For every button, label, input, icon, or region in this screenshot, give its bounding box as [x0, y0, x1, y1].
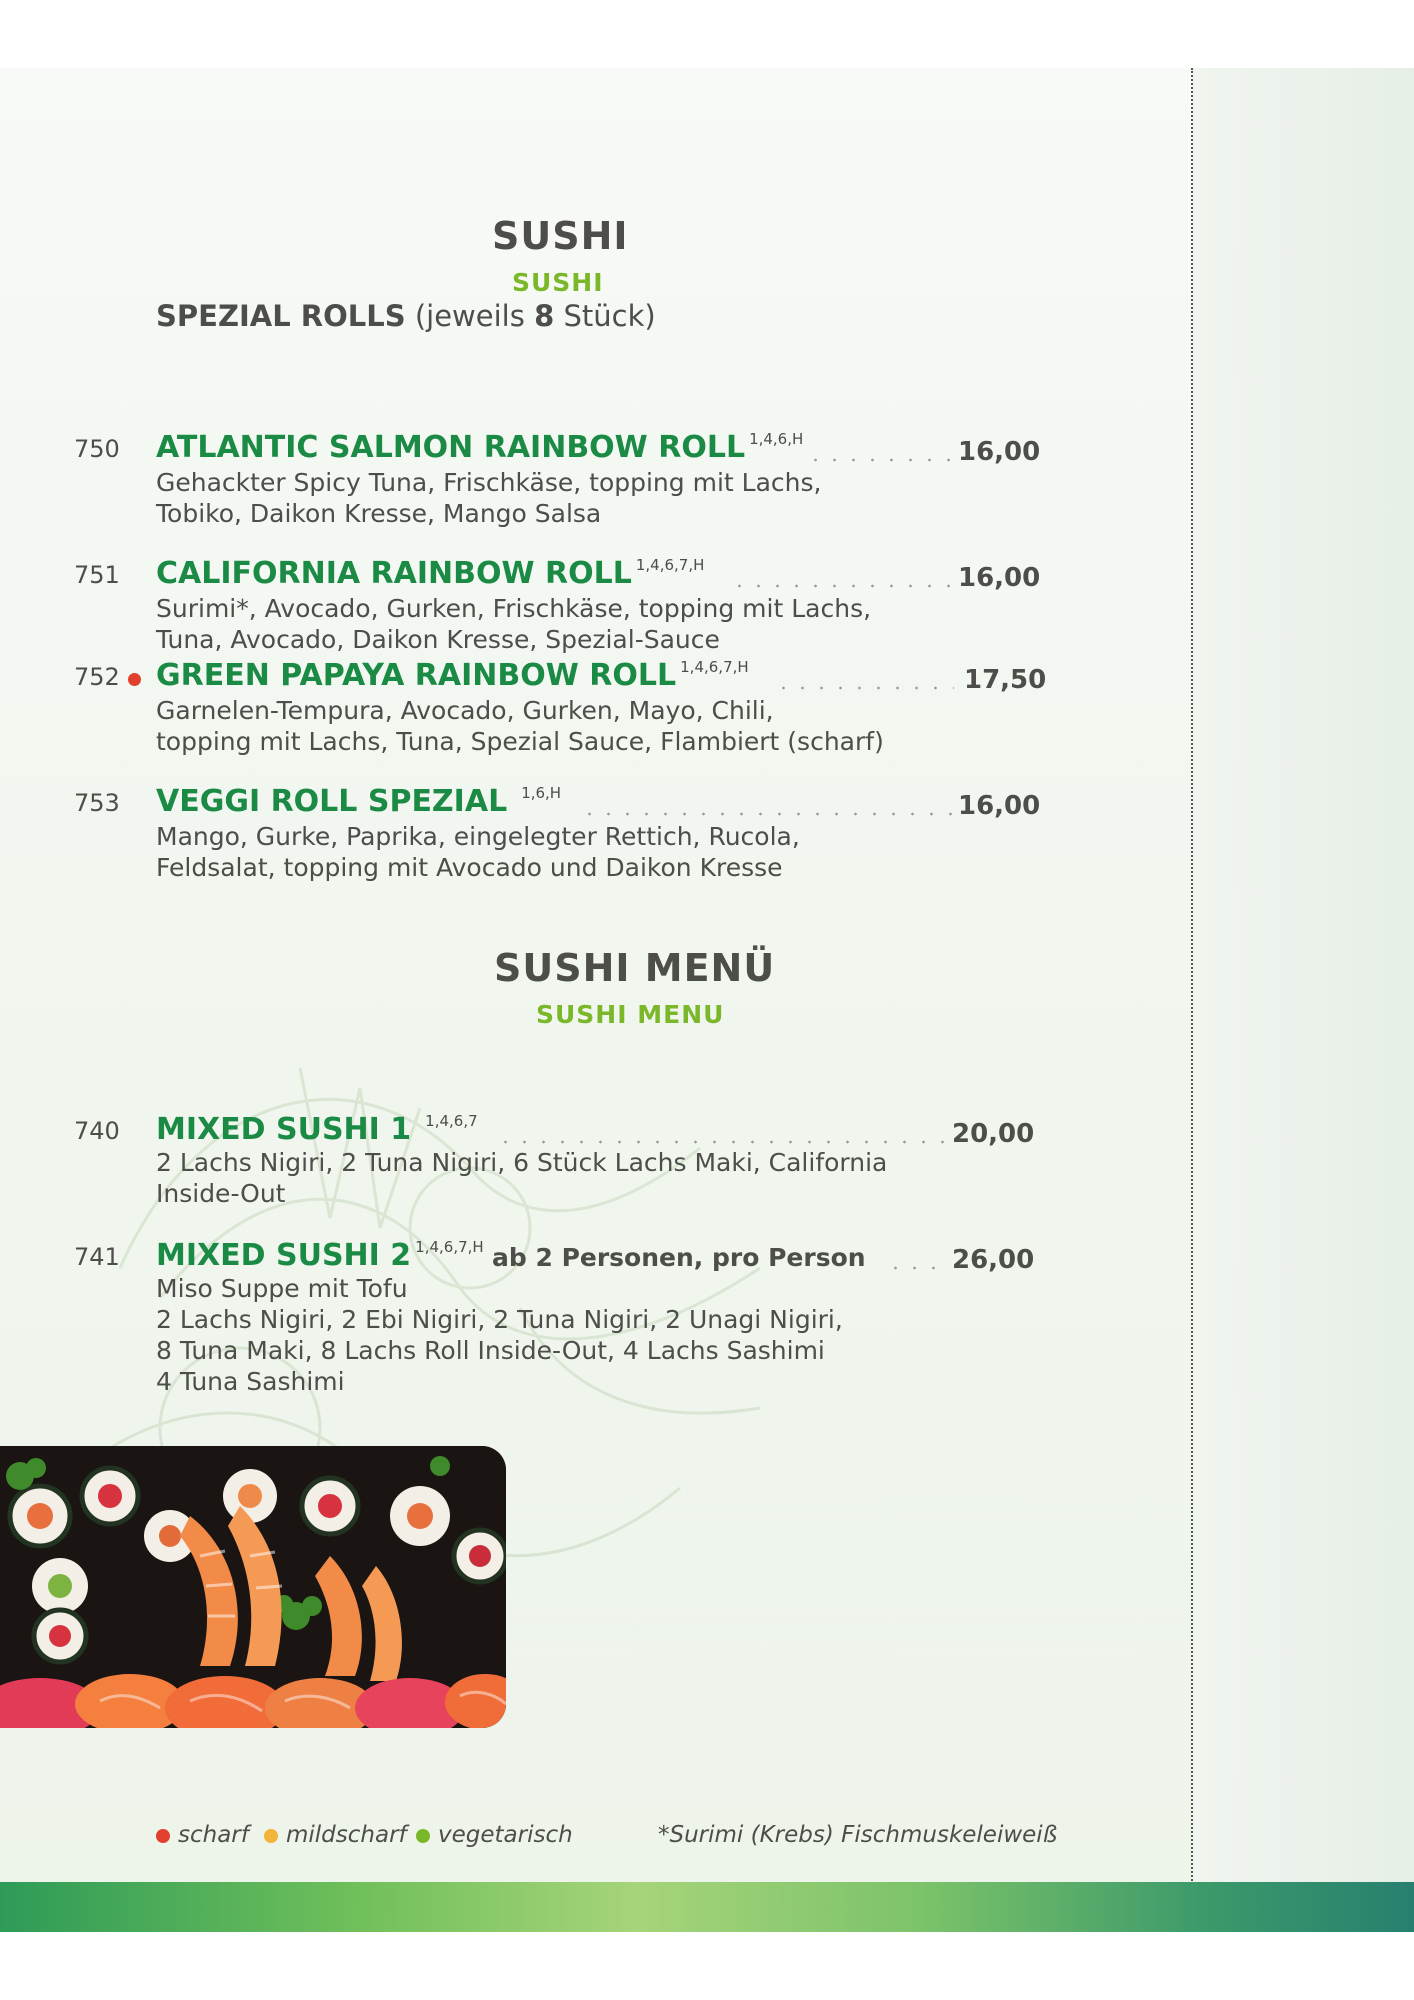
legend-label: scharf [178, 1822, 249, 1848]
item-description [156, 1273, 843, 1397]
item-description [156, 467, 821, 529]
item-name-text: MIXED SUSHI 1 [156, 1112, 412, 1147]
section-label-text: SPEZIAL ROLLS [156, 299, 406, 333]
item-description [156, 821, 800, 883]
description-line: Feldsalat, topping mit Avocado und Daikon Kresse [156, 853, 783, 882]
dotted-divider [1191, 68, 1193, 1932]
item-name [156, 784, 561, 819]
item-allergens: 1,6,H [521, 784, 562, 802]
legend-item-scharf [156, 1822, 249, 1848]
section-subtitle: SUSHI MENU [536, 1000, 725, 1029]
right-sidebar-panel [1192, 68, 1414, 1932]
item-name [156, 556, 704, 591]
item-name-text: VEGGI ROLL SPEZIAL [156, 784, 508, 819]
description-line: Mango, Gurke, Paprika, eingelegter Rettich, Rucola, [156, 822, 800, 851]
item-name [156, 430, 803, 465]
description-line: Garnelen-Tempura, Avocado, Gurken, Mayo, Chili, [156, 696, 774, 725]
item-allergens: 1,4,6,7,H [680, 658, 749, 676]
item-allergens: 1,4,6,7,H [415, 1238, 484, 1256]
item-name-text: CALIFORNIA RAINBOW ROLL [156, 556, 632, 591]
item-number: 750 [74, 435, 120, 463]
section-title: SUSHI MENÜ [494, 946, 776, 990]
item-price: 16,00 [958, 563, 1041, 593]
section-note-prefix: (jeweils [414, 299, 535, 333]
dot-leader [730, 584, 954, 588]
item-number: 741 [74, 1243, 120, 1271]
item-description [156, 593, 871, 655]
item-name [156, 1112, 478, 1147]
item-allergens: 1,4,6,7 [425, 1112, 478, 1130]
dot-leader [774, 686, 954, 690]
description-line: Inside-Out [156, 1179, 286, 1208]
legend-dot-red [156, 1829, 170, 1843]
surimi-footnote: *Surimi (Krebs) Fischmuskeleiweiß [658, 1822, 1058, 1848]
legend-label: vegetarisch [438, 1822, 573, 1848]
description-line: 2 Lachs Nigiri, 2 Tuna Nigiri, 6 Stück Lachs Maki, California [156, 1148, 888, 1177]
item-price: 20,00 [952, 1119, 1035, 1149]
legend-label: mildscharf [286, 1822, 407, 1848]
spicy-indicator-dot [128, 673, 141, 686]
item-serving-note: ab 2 Personen, pro Person [492, 1243, 866, 1272]
legend-dot-yellow [264, 1829, 278, 1843]
item-name-text: MIXED SUSHI 2 [156, 1238, 412, 1273]
dot-leader [806, 458, 954, 462]
section-note-suffix: Stück) [554, 299, 656, 333]
legend-dot-green [416, 1829, 430, 1843]
description-line: 4 Tuna Sashimi [156, 1367, 345, 1396]
description-line: topping mit Lachs, Tuna, Spezial Sauce, Flambiert (scharf) [156, 727, 884, 756]
item-name [156, 1238, 484, 1273]
dot-leader [580, 812, 954, 816]
bottom-color-band [0, 1882, 1414, 1932]
description-line: Tobiko, Daikon Kresse, Mango Salsa [156, 499, 602, 528]
page-title: SUSHI [492, 214, 629, 258]
item-name-text: GREEN PAPAYA RAINBOW ROLL [156, 658, 677, 693]
item-number: 740 [74, 1117, 120, 1145]
description-line: Tuna, Avocado, Daikon Kresse, Spezial-Sauce [156, 625, 720, 654]
section-label-spezial-rolls [156, 299, 656, 333]
item-number: 753 [74, 789, 120, 817]
item-name [156, 658, 749, 693]
section-note-count: 8 [534, 299, 555, 333]
description-line: 8 Tuna Maki, 8 Lachs Roll Inside-Out, 4 Lachs Sashimi [156, 1336, 825, 1365]
item-description [156, 1147, 887, 1209]
item-number: 751 [74, 561, 120, 589]
dot-leader [886, 1266, 950, 1270]
dot-leader [496, 1140, 950, 1144]
item-price: 16,00 [958, 437, 1041, 467]
page-subtitle: SUSHI [512, 268, 604, 297]
legend-item-vegetarisch [416, 1822, 573, 1848]
item-name-text: ATLANTIC SALMON RAINBOW ROLL [156, 430, 746, 465]
description-line: Gehackter Spicy Tuna, Frischkäse, topping mit Lachs, [156, 468, 822, 497]
item-price: 16,00 [958, 791, 1041, 821]
sushi-illustration [0, 1446, 506, 1728]
description-line: Miso Suppe mit Tofu [156, 1274, 408, 1303]
sushi-platter-photo [0, 1446, 506, 1728]
legend-item-mildscharf [264, 1822, 407, 1848]
item-price: 26,00 [952, 1245, 1035, 1275]
item-description [156, 695, 884, 757]
description-line: 2 Lachs Nigiri, 2 Ebi Nigiri, 2 Tuna Nigiri, 2 Unagi Nigiri, [156, 1305, 843, 1334]
item-number: 752 [74, 663, 120, 691]
item-price: 17,50 [964, 665, 1047, 695]
description-line: Surimi*, Avocado, Gurken, Frischkäse, topping mit Lachs, [156, 594, 872, 623]
item-allergens: 1,4,6,7,H [635, 556, 705, 574]
item-allergens: 1,4,6,H [749, 430, 804, 448]
